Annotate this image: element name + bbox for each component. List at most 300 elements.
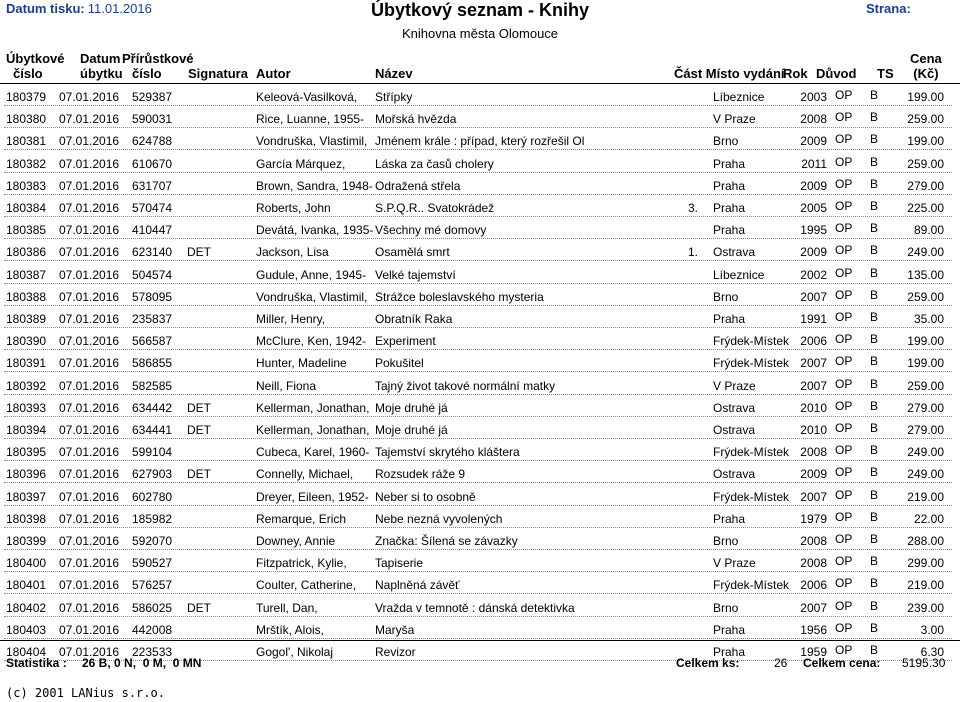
- cell-ubytkove-cislo: 180401: [6, 578, 47, 593]
- cell-duvod: OP: [835, 265, 853, 280]
- table-row: [0, 217, 960, 239]
- cell-autor: Cubeca, Karel, 1960-: [256, 445, 370, 460]
- cell-ubytkove-cislo: 180396: [6, 467, 47, 482]
- table-row: [0, 350, 960, 372]
- count-value: 26: [774, 656, 788, 670]
- cell-cena: 6.30: [920, 645, 944, 659]
- cell-ubytkove-cislo: 180389: [6, 312, 47, 326]
- cell-nazev: Strážce boleslavského mysteria: [375, 289, 544, 304]
- cell-prirustkove-cislo: 592070: [132, 534, 173, 548]
- cell-misto-vydani: Frýdek-Místek: [713, 578, 790, 593]
- cell-prirustkove-cislo: 634441: [132, 423, 173, 437]
- page-title: Úbytkový seznam - Knihy: [370, 0, 590, 20]
- cell-misto-vydani: Praha: [713, 511, 746, 526]
- cell-autor: Connelly, Michael,: [256, 467, 354, 482]
- cell-nazev: Láska za časů cholery: [375, 156, 494, 171]
- col-header-line: (Kč): [913, 66, 939, 81]
- stats-value: 26 B, 0 N, 0 M, 0 MN: [82, 656, 202, 670]
- cell-rok: 2011: [801, 156, 827, 171]
- cell-ts: B: [870, 354, 879, 369]
- cell-duvod: OP: [835, 354, 853, 369]
- table-row: [0, 528, 960, 550]
- cell-ts: B: [870, 310, 879, 324]
- cell-rok: 2009: [800, 178, 827, 193]
- cell-prirustkove-cislo: 631707: [132, 178, 173, 193]
- col-header-line: Cena: [910, 51, 942, 66]
- cell-prirustkove-cislo: 576257: [132, 578, 173, 593]
- cell-rok: 1991: [800, 312, 827, 326]
- table-row: [0, 195, 960, 217]
- cell-cena: 239.00: [907, 600, 944, 615]
- cell-cena: 22.00: [913, 511, 944, 526]
- cell-cena: 35.00: [913, 312, 944, 326]
- cell-misto-vydani: Ostrava: [713, 245, 756, 260]
- cell-ubytkove-cislo: 180390: [6, 334, 47, 349]
- cell-signatura: DET: [187, 600, 211, 615]
- cell-rok: 2002: [800, 267, 827, 282]
- cell-misto-vydani: Praha: [713, 312, 746, 326]
- table-row: [0, 484, 960, 506]
- table-row: [0, 128, 960, 150]
- cell-misto-vydani: Líbeznice: [713, 267, 765, 282]
- cell-prirustkove-cislo: 442008: [132, 622, 173, 637]
- cell-nazev: Experiment: [375, 334, 436, 349]
- cell-misto-vydani: Frýdek-Místek: [713, 489, 790, 504]
- cell-datum-ubytku: 07.01.2016: [59, 534, 120, 548]
- cell-misto-vydani: V Praze: [713, 112, 756, 127]
- table-row: [0, 106, 960, 128]
- cell-autor: Neill, Fiona: [256, 378, 317, 393]
- cell-rok: 2009: [800, 245, 827, 260]
- col-header-prirustkove-cislo: [122, 51, 194, 81]
- cell-autor: Dreyer, Eileen, 1952-: [256, 489, 369, 504]
- total-value: 5195.30: [902, 656, 946, 670]
- cell-autor: Rice, Luanne, 1955-: [256, 112, 365, 127]
- cell-autor: Brown, Sandra, 1948-: [256, 178, 373, 193]
- cell-prirustkove-cislo: 586855: [132, 356, 173, 371]
- cell-rok: 1959: [800, 645, 827, 659]
- col-header-ubytkove-cislo: [6, 51, 65, 81]
- cell-cena: 199.00: [907, 334, 944, 349]
- cell-ubytkove-cislo: 180388: [6, 289, 47, 304]
- cell-prirustkove-cislo: 623140: [132, 245, 173, 260]
- cell-ubytkove-cislo: 180394: [6, 423, 47, 437]
- cell-ubytkove-cislo: 180403: [6, 622, 47, 637]
- cell-ubytkove-cislo: 180404: [6, 645, 47, 659]
- cell-autor: Remarque, Erich: [256, 511, 347, 526]
- cell-datum-ubytku: 07.01.2016: [59, 267, 120, 282]
- cell-ts: B: [870, 243, 879, 258]
- col-header-datum-ubytku: [80, 51, 123, 81]
- cell-misto-vydani: Líbeznice: [713, 90, 765, 104]
- cell-ts: B: [870, 199, 879, 213]
- cell-cast: 3.: [687, 201, 698, 215]
- cell-duvod: OP: [835, 332, 853, 347]
- cell-datum-ubytku: 07.01.2016: [59, 423, 120, 437]
- table-row: [0, 439, 960, 461]
- cell-ubytkove-cislo: 180395: [6, 445, 47, 460]
- cell-prirustkove-cislo: 570474: [132, 201, 173, 215]
- cell-ts: B: [870, 554, 879, 569]
- cell-cena: 299.00: [907, 556, 944, 571]
- cell-cena: 249.00: [907, 445, 944, 460]
- cell-datum-ubytku: 07.01.2016: [59, 645, 120, 659]
- table-row: [0, 617, 960, 639]
- cell-cena: 279.00: [907, 178, 944, 193]
- cell-misto-vydani: Praha: [713, 223, 746, 238]
- cell-ubytkove-cislo: 180379: [6, 90, 47, 104]
- table-row: [0, 239, 960, 261]
- cell-duvod: OP: [835, 243, 853, 258]
- cell-ubytkove-cislo: 180382: [6, 156, 47, 171]
- cell-cena: 3.00: [920, 622, 944, 637]
- cell-rok: 2005: [800, 201, 827, 215]
- cell-nazev: Jménem krále : případ, který rozřešil Ol: [375, 134, 585, 149]
- col-header-line: číslo: [132, 66, 162, 81]
- cell-cena: 288.00: [907, 534, 944, 548]
- cell-datum-ubytku: 07.01.2016: [59, 312, 120, 326]
- copyright: (c) 2001 LANius s.r.o.: [6, 686, 165, 700]
- cell-misto-vydani: V Praze: [713, 556, 756, 571]
- col-header-rok: Rok: [783, 66, 808, 81]
- cell-autor: Miller, Henry,: [256, 312, 326, 326]
- cell-duvod: OP: [835, 310, 853, 324]
- cell-autor: Downey, Annie: [256, 534, 336, 548]
- cell-rok: 2007: [800, 289, 827, 304]
- cell-cena: 279.00: [907, 400, 944, 415]
- cell-ts: B: [870, 376, 879, 391]
- cell-rok: 2007: [800, 378, 827, 393]
- cell-misto-vydani: Praha: [713, 622, 746, 637]
- cell-nazev: Moje druhé já: [375, 423, 448, 437]
- cell-nazev: Moje druhé já: [375, 400, 448, 415]
- cell-nazev: Tajný život takové normální matky: [375, 378, 556, 393]
- cell-datum-ubytku: 07.01.2016: [59, 467, 120, 482]
- cell-misto-vydani: Ostrava: [713, 467, 756, 482]
- cell-ubytkove-cislo: 180381: [6, 134, 47, 149]
- cell-misto-vydani: Praha: [713, 201, 746, 215]
- cell-prirustkove-cislo: 624788: [132, 134, 173, 149]
- cell-ubytkove-cislo: 180400: [6, 556, 47, 571]
- cell-duvod: OP: [835, 421, 853, 435]
- cell-ts: B: [870, 465, 879, 480]
- cell-duvod: OP: [835, 110, 853, 125]
- cell-ubytkove-cislo: 180392: [6, 378, 47, 393]
- cell-misto-vydani: Brno: [713, 534, 739, 548]
- cell-autor: Roberts, John: [256, 201, 331, 215]
- cell-nazev: Všechny mé domovy: [375, 223, 487, 238]
- cell-autor: Devátá, Ivanka, 1935-: [256, 223, 374, 238]
- cell-ubytkove-cislo: 180393: [6, 400, 47, 415]
- print-date-value: 11.01.2016: [87, 1, 152, 16]
- cell-autor: Jackson, Lisa: [256, 245, 329, 260]
- table-row: [0, 306, 960, 328]
- cell-datum-ubytku: 07.01.2016: [59, 556, 120, 571]
- cell-misto-vydani: Ostrava: [713, 423, 756, 437]
- table-row: [0, 395, 960, 417]
- cell-prirustkove-cislo: 590031: [132, 112, 173, 127]
- cell-datum-ubytku: 07.01.2016: [59, 489, 120, 504]
- cell-rok: 2006: [800, 578, 827, 593]
- cell-autor: Vondruška, Vlastimil,: [256, 134, 368, 149]
- cell-ts: B: [870, 332, 879, 347]
- cell-ts: B: [870, 154, 879, 169]
- cell-ubytkove-cislo: 180391: [6, 356, 47, 371]
- cell-duvod: OP: [835, 620, 853, 635]
- cell-rok: 2009: [800, 134, 827, 149]
- cell-prirustkove-cislo: 185982: [132, 511, 173, 526]
- cell-ubytkove-cislo: 180383: [6, 178, 47, 193]
- cell-duvod: OP: [835, 376, 853, 391]
- cell-duvod: OP: [835, 576, 853, 591]
- cell-datum-ubytku: 07.01.2016: [59, 511, 120, 526]
- cell-duvod: OP: [835, 287, 853, 302]
- cell-duvod: OP: [835, 199, 853, 213]
- cell-ts: B: [870, 532, 879, 546]
- col-header-line: Přírůstkové: [122, 51, 194, 66]
- cell-prirustkove-cislo: 634442: [132, 400, 173, 415]
- cell-duvod: OP: [835, 554, 853, 569]
- cell-autor: McClure, Ken, 1942-: [256, 334, 367, 349]
- count-label: Celkem ks:: [676, 656, 740, 670]
- cell-signatura: DET: [187, 245, 211, 260]
- cell-ts: B: [870, 398, 879, 413]
- stats-label: Statistika :: [6, 656, 67, 670]
- table-row: [0, 417, 960, 439]
- cell-cast: 1.: [687, 245, 698, 260]
- cell-nazev: Mořská hvězda: [375, 112, 457, 127]
- page-subtitle: Knihovna města Olomouce: [401, 26, 559, 41]
- cell-ts: B: [870, 598, 879, 613]
- cell-duvod: OP: [835, 221, 853, 236]
- col-header-signatura: Signatura: [188, 66, 248, 81]
- cell-datum-ubytku: 07.01.2016: [59, 600, 120, 615]
- table-row: [0, 373, 960, 395]
- col-header-ts: TS: [877, 66, 894, 81]
- cell-prirustkove-cislo: 566587: [132, 334, 173, 349]
- cell-duvod: OP: [835, 598, 853, 613]
- cell-duvod: OP: [835, 88, 853, 102]
- cell-autor: Keleová-Vasilková,: [256, 90, 358, 104]
- cell-rok: 2010: [800, 400, 827, 415]
- cell-nazev: Osamělá smrt: [375, 245, 450, 260]
- cell-prirustkove-cislo: 223533: [132, 645, 173, 659]
- cell-nazev: Střípky: [375, 90, 413, 104]
- cell-datum-ubytku: 07.01.2016: [59, 289, 120, 304]
- cell-cena: 219.00: [907, 489, 944, 504]
- table-row: [0, 461, 960, 483]
- cell-rok: 2010: [800, 423, 827, 437]
- cell-ts: B: [870, 643, 879, 657]
- cell-misto-vydani: Praha: [713, 156, 746, 171]
- cell-cena: 259.00: [907, 289, 944, 304]
- cell-cena: 249.00: [907, 467, 944, 482]
- cell-cena: 199.00: [907, 90, 944, 104]
- cell-ubytkove-cislo: 180397: [6, 489, 47, 504]
- cell-duvod: OP: [835, 509, 853, 524]
- cell-datum-ubytku: 07.01.2016: [59, 112, 120, 127]
- cell-datum-ubytku: 07.01.2016: [59, 578, 120, 593]
- cell-datum-ubytku: 07.01.2016: [59, 134, 120, 149]
- cell-nazev: Vražda v temnotě : dánská detektivka: [375, 600, 575, 615]
- cell-ts: B: [870, 421, 879, 435]
- cell-nazev: Odražená střela: [375, 178, 461, 193]
- cell-nazev: Tajemství skrytého kláštera: [375, 445, 520, 460]
- cell-ts: B: [870, 221, 879, 236]
- cell-nazev: Nebe nezná vyvolených: [375, 511, 503, 526]
- cell-ts: B: [870, 132, 879, 147]
- cell-autor: Gogol', Nikolaj: [256, 645, 333, 659]
- cell-ubytkove-cislo: 180386: [6, 245, 47, 260]
- cell-duvod: OP: [835, 643, 853, 657]
- cell-prirustkove-cislo: 578095: [132, 289, 173, 304]
- cell-rok: 2008: [800, 534, 827, 548]
- table-row: [0, 595, 960, 617]
- cell-rok: 1995: [800, 223, 827, 238]
- cell-cena: 199.00: [907, 134, 944, 149]
- cell-nazev: Revizor: [375, 645, 416, 659]
- cell-ts: B: [870, 576, 879, 591]
- cell-prirustkove-cislo: 610670: [132, 156, 173, 171]
- cell-cena: 259.00: [907, 156, 944, 171]
- cell-ts: B: [870, 509, 879, 524]
- cell-autor: Coulter, Catherine,: [256, 578, 357, 593]
- cell-prirustkove-cislo: 504574: [132, 267, 173, 282]
- cell-prirustkove-cislo: 602780: [132, 489, 173, 504]
- col-header-cast-misto-vydani: Část Místo vydání: [674, 66, 785, 81]
- cell-prirustkove-cislo: 599104: [132, 445, 173, 460]
- cell-duvod: OP: [835, 532, 853, 546]
- cell-ts: B: [870, 443, 879, 458]
- cell-prirustkove-cislo: 410447: [132, 223, 173, 238]
- cell-ts: B: [870, 487, 879, 502]
- table-row: [0, 173, 960, 195]
- cell-nazev: Neber si to osobně: [375, 489, 476, 504]
- cell-nazev: Tapiserie: [375, 556, 424, 571]
- cell-autor: Turell, Dan,: [256, 600, 318, 615]
- col-header-duvod: Důvod: [816, 66, 857, 81]
- cell-nazev: Pokušitel: [375, 356, 424, 371]
- cell-misto-vydani: Frýdek-Místek: [713, 445, 790, 460]
- cell-datum-ubytku: 07.01.2016: [59, 400, 120, 415]
- cell-misto-vydani: Brno: [713, 289, 739, 304]
- cell-rok: 2006: [800, 334, 827, 349]
- cell-cena: 225.00: [907, 201, 944, 215]
- cell-prirustkove-cislo: 586025: [132, 600, 173, 615]
- table-row: [0, 550, 960, 572]
- cell-ubytkove-cislo: 180398: [6, 511, 47, 526]
- cell-ts: B: [870, 620, 879, 635]
- cell-rok: 2008: [800, 445, 827, 460]
- cell-datum-ubytku: 07.01.2016: [59, 622, 120, 637]
- cell-ubytkove-cislo: 180384: [6, 201, 47, 215]
- cell-ubytkove-cislo: 180402: [6, 600, 47, 615]
- cell-ts: B: [870, 287, 879, 302]
- cell-cena: 89.00: [913, 223, 944, 238]
- cell-ts: B: [870, 110, 879, 125]
- cell-cena: 249.00: [907, 245, 944, 260]
- cell-ts: B: [870, 88, 879, 102]
- cell-cena: 259.00: [907, 112, 944, 127]
- cell-signatura: DET: [187, 423, 211, 437]
- cell-rok: 2008: [800, 556, 827, 571]
- cell-signatura: DET: [187, 467, 211, 482]
- col-header-line: úbytku: [80, 66, 123, 81]
- col-header-line: číslo: [13, 66, 43, 81]
- cell-misto-vydani: Brno: [713, 134, 739, 149]
- cell-autor: García Márquez,: [256, 156, 346, 171]
- cell-misto-vydani: Praha: [713, 178, 746, 193]
- col-header-line: Datum: [80, 51, 121, 66]
- cell-ubytkove-cislo: 180385: [6, 223, 47, 238]
- cell-misto-vydani: Frýdek-Místek: [713, 334, 790, 349]
- cell-autor: Fitzpatrick, Kylie,: [256, 556, 347, 571]
- cell-nazev: Značka: Šílená se závazky: [375, 534, 518, 548]
- table-row: [0, 284, 960, 306]
- cell-ubytkove-cislo: 180387: [6, 267, 47, 282]
- cell-datum-ubytku: 07.01.2016: [59, 356, 120, 371]
- col-header-autor: Autor: [256, 66, 291, 81]
- cell-duvod: OP: [835, 487, 853, 502]
- table-row: [0, 328, 960, 350]
- cell-cena: 135.00: [907, 267, 944, 282]
- cell-nazev: Velké tajemství: [375, 267, 456, 282]
- cell-rok: 2003: [800, 90, 827, 104]
- cell-nazev: Naplněná závěť: [375, 578, 460, 593]
- cell-duvod: OP: [835, 154, 853, 169]
- cell-ts: B: [870, 176, 879, 191]
- page-number-label: Strana:: [866, 1, 911, 16]
- cell-datum-ubytku: 07.01.2016: [59, 178, 120, 193]
- cell-duvod: OP: [835, 398, 853, 413]
- cell-datum-ubytku: 07.01.2016: [59, 156, 120, 171]
- cell-misto-vydani: Frýdek-Místek: [713, 356, 790, 371]
- cell-duvod: OP: [835, 465, 853, 480]
- cell-autor: Hunter, Madeline: [256, 356, 347, 371]
- cell-datum-ubytku: 07.01.2016: [59, 201, 120, 215]
- table-row: [0, 84, 960, 106]
- col-header-cena: [910, 51, 942, 81]
- cell-misto-vydani: V Praze: [713, 378, 756, 393]
- cell-nazev: Obratník Raka: [375, 312, 453, 326]
- total-label: Celkem cena:: [803, 656, 881, 670]
- cell-nazev: Rozsudek ráže 9: [375, 467, 466, 482]
- cell-prirustkove-cislo: 529387: [132, 90, 173, 104]
- cell-cena: 279.00: [907, 423, 944, 437]
- cell-rok: 1979: [800, 511, 827, 526]
- cell-ts: B: [870, 265, 879, 280]
- cell-prirustkove-cislo: 627903: [132, 467, 173, 482]
- cell-datum-ubytku: 07.01.2016: [59, 245, 120, 260]
- cell-misto-vydani: Praha: [713, 645, 746, 659]
- cell-signatura: DET: [187, 400, 211, 415]
- cell-prirustkove-cislo: 235837: [132, 312, 173, 326]
- cell-autor: Kellerman, Jonathan,: [256, 423, 370, 437]
- cell-autor: Kellerman, Jonathan,: [256, 400, 370, 415]
- cell-duvod: OP: [835, 132, 853, 147]
- print-date-label: Datum tisku:: [6, 1, 85, 16]
- cell-datum-ubytku: 07.01.2016: [59, 90, 120, 104]
- cell-rok: 2009: [800, 467, 827, 482]
- cell-datum-ubytku: 07.01.2016: [59, 334, 120, 349]
- cell-ubytkove-cislo: 180380: [6, 112, 47, 127]
- cell-ubytkove-cislo: 180399: [6, 534, 47, 548]
- cell-autor: Vondruška, Vlastimil,: [256, 289, 368, 304]
- cell-rok: 2008: [800, 112, 827, 127]
- cell-cena: 199.00: [907, 356, 944, 371]
- cell-nazev: Maryša: [375, 622, 415, 637]
- cell-datum-ubytku: 07.01.2016: [59, 445, 120, 460]
